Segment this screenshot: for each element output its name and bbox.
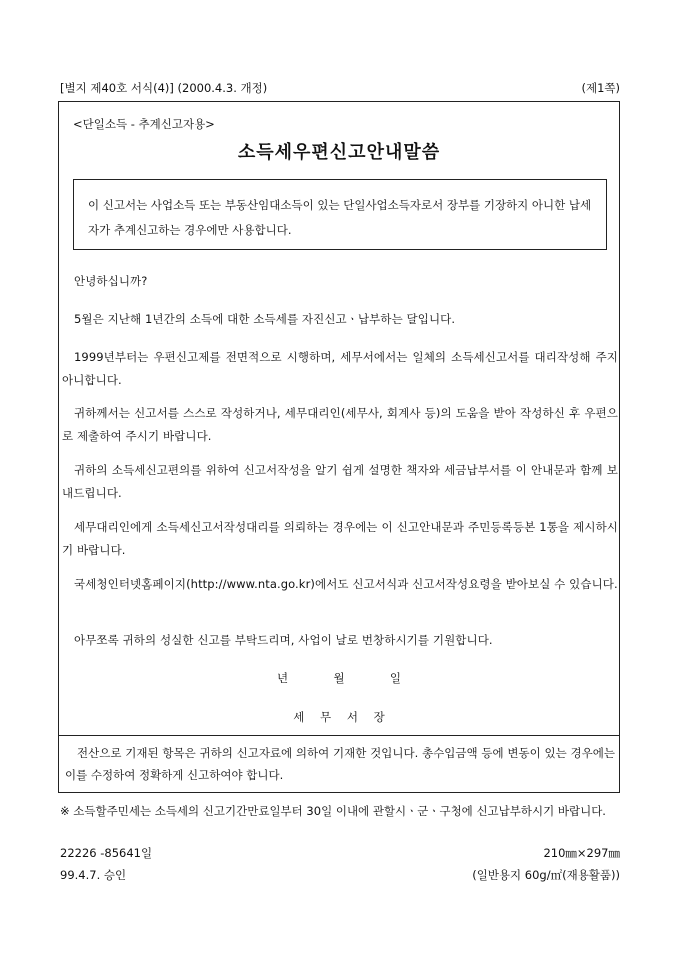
divider xyxy=(59,735,619,736)
date-line xyxy=(59,670,619,686)
tax-office-head: 세 무 서 장 xyxy=(293,710,385,724)
approval-date: 99.4.7. 승인 xyxy=(60,868,127,882)
form-type-label: <단일소득 - 추계신고자용> xyxy=(73,117,215,131)
paper-size: 210㎜×297㎜ xyxy=(543,846,620,860)
paragraph-1: 5월은 지난해 1년간의 소득에 대한 소득세를 자진신고ㆍ납부하는 달입니다. xyxy=(74,312,456,326)
paper-type: (일반용지 60g/㎡(재용활품)) xyxy=(472,868,620,882)
paragraph-5: 세무대리인에게 소득세신고서작성대리를 의뢰하는 경우에는 이 신고안내문과 주민등록등본 1통을 제시하시기 바랍니다. xyxy=(62,520,618,557)
bottom-note: 전산으로 기재된 항목은 귀하의 신고자료에 의하여 기재한 것입니다. 총수입금액 등에 변동이 있는 경우에는 이를 수정하여 정확하게 신고하여야 합니다. xyxy=(65,746,615,782)
document-title: 소득세우편신고안내말씀 xyxy=(237,142,441,163)
paragraph-7: 아무쪼록 귀하의 성실한 신고를 부탁드리며, 사업이 날로 번창하시기를 기원합니다. xyxy=(74,633,493,647)
form-code: 22226 -85641일 xyxy=(60,846,153,860)
date-year-label: 년 xyxy=(277,671,289,685)
date-month-label: 월 xyxy=(333,671,345,685)
page-label: (제1쪽) xyxy=(581,81,620,95)
form-reference: [별지 제40호 서식(4)] (2000.4.3. 개정) xyxy=(60,81,268,95)
usage-notice-text: 이 신고서는 사업소득 또는 부동산임대소득이 있는 단일사업소득자로서 장부를 기장하지 아니한 납세자가 추계신고하는 경우에만 사용합니다. xyxy=(88,198,592,237)
paragraph-6: 국세청인터넷홈페이지(http://www.nta.go.kr)에서도 신고서식과 신고서작성요령을 받아보실 수 있습니다. xyxy=(74,577,618,591)
paragraph-3: 귀하께서는 신고서를 스스로 작성하거나, 세무대리인(세무사, 회계사 등)의 도움을 받아 작성하신 후 우편으로 제출하여 주시기 바랍니다. xyxy=(62,406,618,443)
paragraph-2: 1999년부터는 우편신고제를 전면적으로 시행하며, 세무서에서는 일체의 소득세신고서를 대리작성해 주지 아니합니다. xyxy=(62,350,618,387)
footnote: ※ 소득할주민세는 소득세의 신고기간만료일부터 30일 이내에 관할시ㆍ군ㆍ구청에 신고납부하시기 바랍니다. xyxy=(60,804,606,818)
paragraph-4: 귀하의 소득세신고편의를 위하여 신고서작성을 알기 쉽게 설명한 책자와 세금납부서를 이 안내문과 함께 보내드립니다. xyxy=(62,463,618,500)
greeting: 안녕하십니까? xyxy=(74,274,148,288)
date-day-label: 일 xyxy=(389,671,401,685)
usage-notice-box xyxy=(73,179,607,250)
document-frame xyxy=(58,101,620,793)
